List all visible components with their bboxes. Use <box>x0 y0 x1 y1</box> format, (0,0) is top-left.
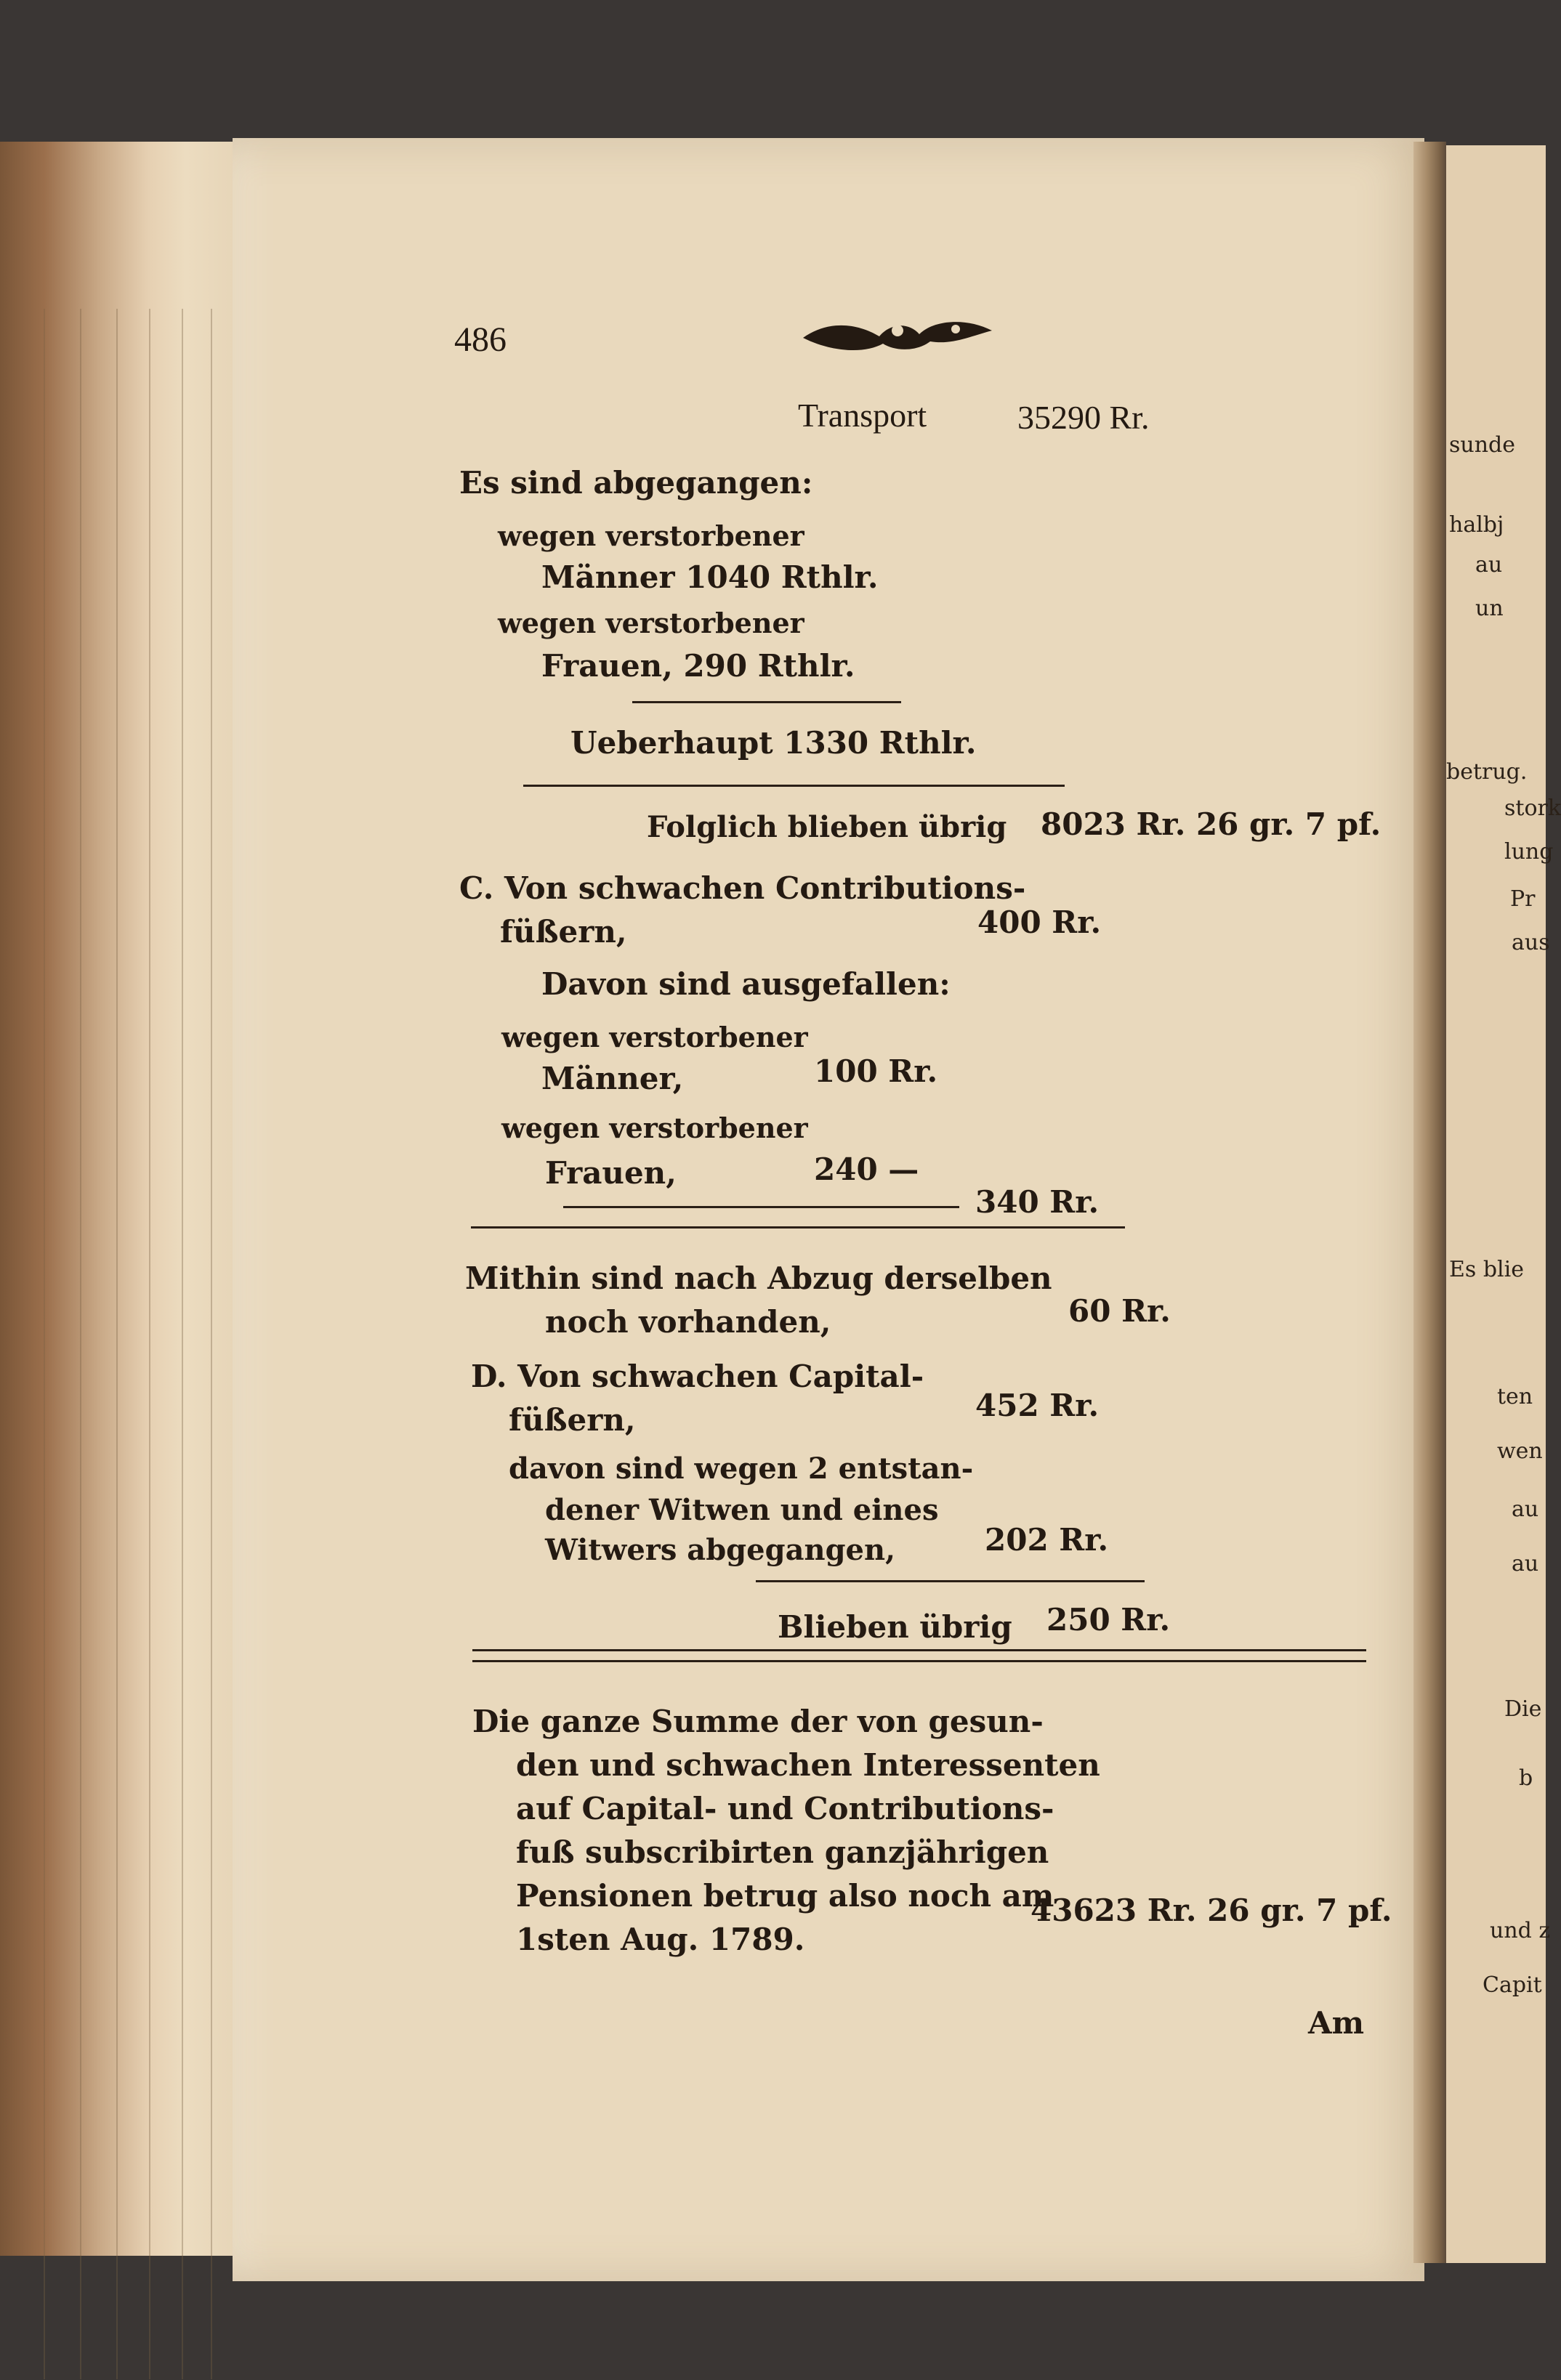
next-page-text: un <box>1475 596 1504 621</box>
edge-line <box>116 309 118 2379</box>
value: 452 Rr. <box>975 1388 1100 1423</box>
text-line: Pensionen betrug also noch am <box>516 1878 1054 1914</box>
text-line: Davon sind ausgefallen: <box>541 966 951 1002</box>
rule <box>472 1660 1366 1662</box>
text-line: Männer, <box>541 1061 684 1096</box>
text-line: wegen verstorbener <box>501 1112 808 1144</box>
value: 400 Rr. <box>977 904 1102 940</box>
next-page-text: lung <box>1504 839 1554 865</box>
text-line: Mithin sind nach Abzug derselben <box>465 1260 1052 1296</box>
edge-line <box>80 309 81 2379</box>
next-page-text: b <box>1519 1765 1533 1791</box>
rule <box>756 1580 1145 1582</box>
page-number: 486 <box>454 320 507 359</box>
section-d-heading: D. Von schwachen Capital- <box>471 1359 924 1394</box>
rule <box>471 1226 1125 1229</box>
book-page-edges <box>0 142 247 2256</box>
next-page-text: stork <box>1504 796 1561 821</box>
edge-line <box>149 309 150 2379</box>
value: 43623 Rr. 26 gr. 7 pf. <box>1030 1893 1392 1928</box>
rule <box>563 1206 959 1208</box>
value: 250 Rr. <box>1046 1602 1171 1638</box>
next-page-text: wen <box>1497 1438 1543 1464</box>
text-line: wegen verstorbener <box>498 607 804 639</box>
catchword: Am <box>1308 2005 1365 2041</box>
rule <box>472 1649 1366 1651</box>
text-line: den und schwachen Interessenten <box>516 1747 1100 1783</box>
next-page-text: und z <box>1490 1918 1551 1943</box>
text-line: davon sind wegen 2 entstan- <box>509 1452 974 1486</box>
next-page-fragment <box>1446 145 1561 2263</box>
text-line: noch vorhanden, <box>545 1304 831 1340</box>
book-page <box>233 138 1424 2281</box>
text-line: wegen verstorbener <box>501 1021 808 1053</box>
edge-line <box>182 309 183 2379</box>
next-page-text: Es blie <box>1449 1257 1524 1282</box>
next-page-text: au <box>1512 1551 1539 1576</box>
value: 100 Rr. <box>814 1053 938 1089</box>
edge-line <box>211 309 212 2379</box>
next-page-text: sunde <box>1449 432 1515 458</box>
value: 60 Rr. <box>1068 1293 1171 1329</box>
value: 202 Rr. <box>985 1522 1109 1558</box>
transport-value: 35290 Rr. <box>1017 399 1150 436</box>
text-line: Männer 1040 Rthlr. <box>541 559 879 595</box>
text-line: Ueberhaupt 1330 Rthlr. <box>570 725 977 761</box>
next-page-text: au <box>1512 1497 1539 1522</box>
text-line: Frauen, 290 Rthlr. <box>541 648 855 684</box>
text-line: Die ganze Summe der von gesun- <box>472 1704 1044 1739</box>
book-gutter <box>1413 142 1446 2263</box>
section-c-heading: C. Von schwachen Contributions- <box>459 870 1026 906</box>
next-page-text: Pr <box>1510 886 1536 912</box>
value: 8023 Rr. 26 gr. 7 pf. <box>1041 806 1381 842</box>
text-line: Folglich blieben übrig <box>647 810 1007 844</box>
value: 240 — <box>814 1151 919 1187</box>
next-page-text: halbj <box>1449 512 1504 538</box>
text-line: dener Witwen und eines <box>545 1493 939 1527</box>
next-page-text: Capit <box>1483 1972 1542 1998</box>
next-page-text: Die <box>1504 1696 1542 1722</box>
transport-label: Transport <box>798 397 927 434</box>
next-page-text: betrug. <box>1446 759 1528 785</box>
next-page-text: aus <box>1512 930 1550 955</box>
text-line: füßern, <box>500 914 627 950</box>
ornament-icon <box>799 309 996 360</box>
edge-line <box>44 309 45 2379</box>
heading-abgegangen: Es sind abgegangen: <box>459 465 813 501</box>
next-page-text: ten <box>1497 1384 1533 1409</box>
text-line: auf Capital- und Contributions- <box>516 1791 1054 1826</box>
rule <box>632 701 901 703</box>
text-line: wegen verstorbener <box>498 519 804 552</box>
text-line: füßern, <box>509 1402 636 1438</box>
text-line: fuß subscribirten ganzjährigen <box>516 1834 1049 1870</box>
next-page-text: au <box>1475 552 1503 578</box>
text-line: Frauen, <box>545 1155 677 1191</box>
text-line: Blieben übrig <box>778 1609 1012 1645</box>
value: 340 Rr. <box>975 1184 1100 1220</box>
rule <box>523 785 1065 787</box>
text-line: 1sten Aug. 1789. <box>516 1922 805 1957</box>
text-line: Witwers abgegangen, <box>545 1533 895 1567</box>
